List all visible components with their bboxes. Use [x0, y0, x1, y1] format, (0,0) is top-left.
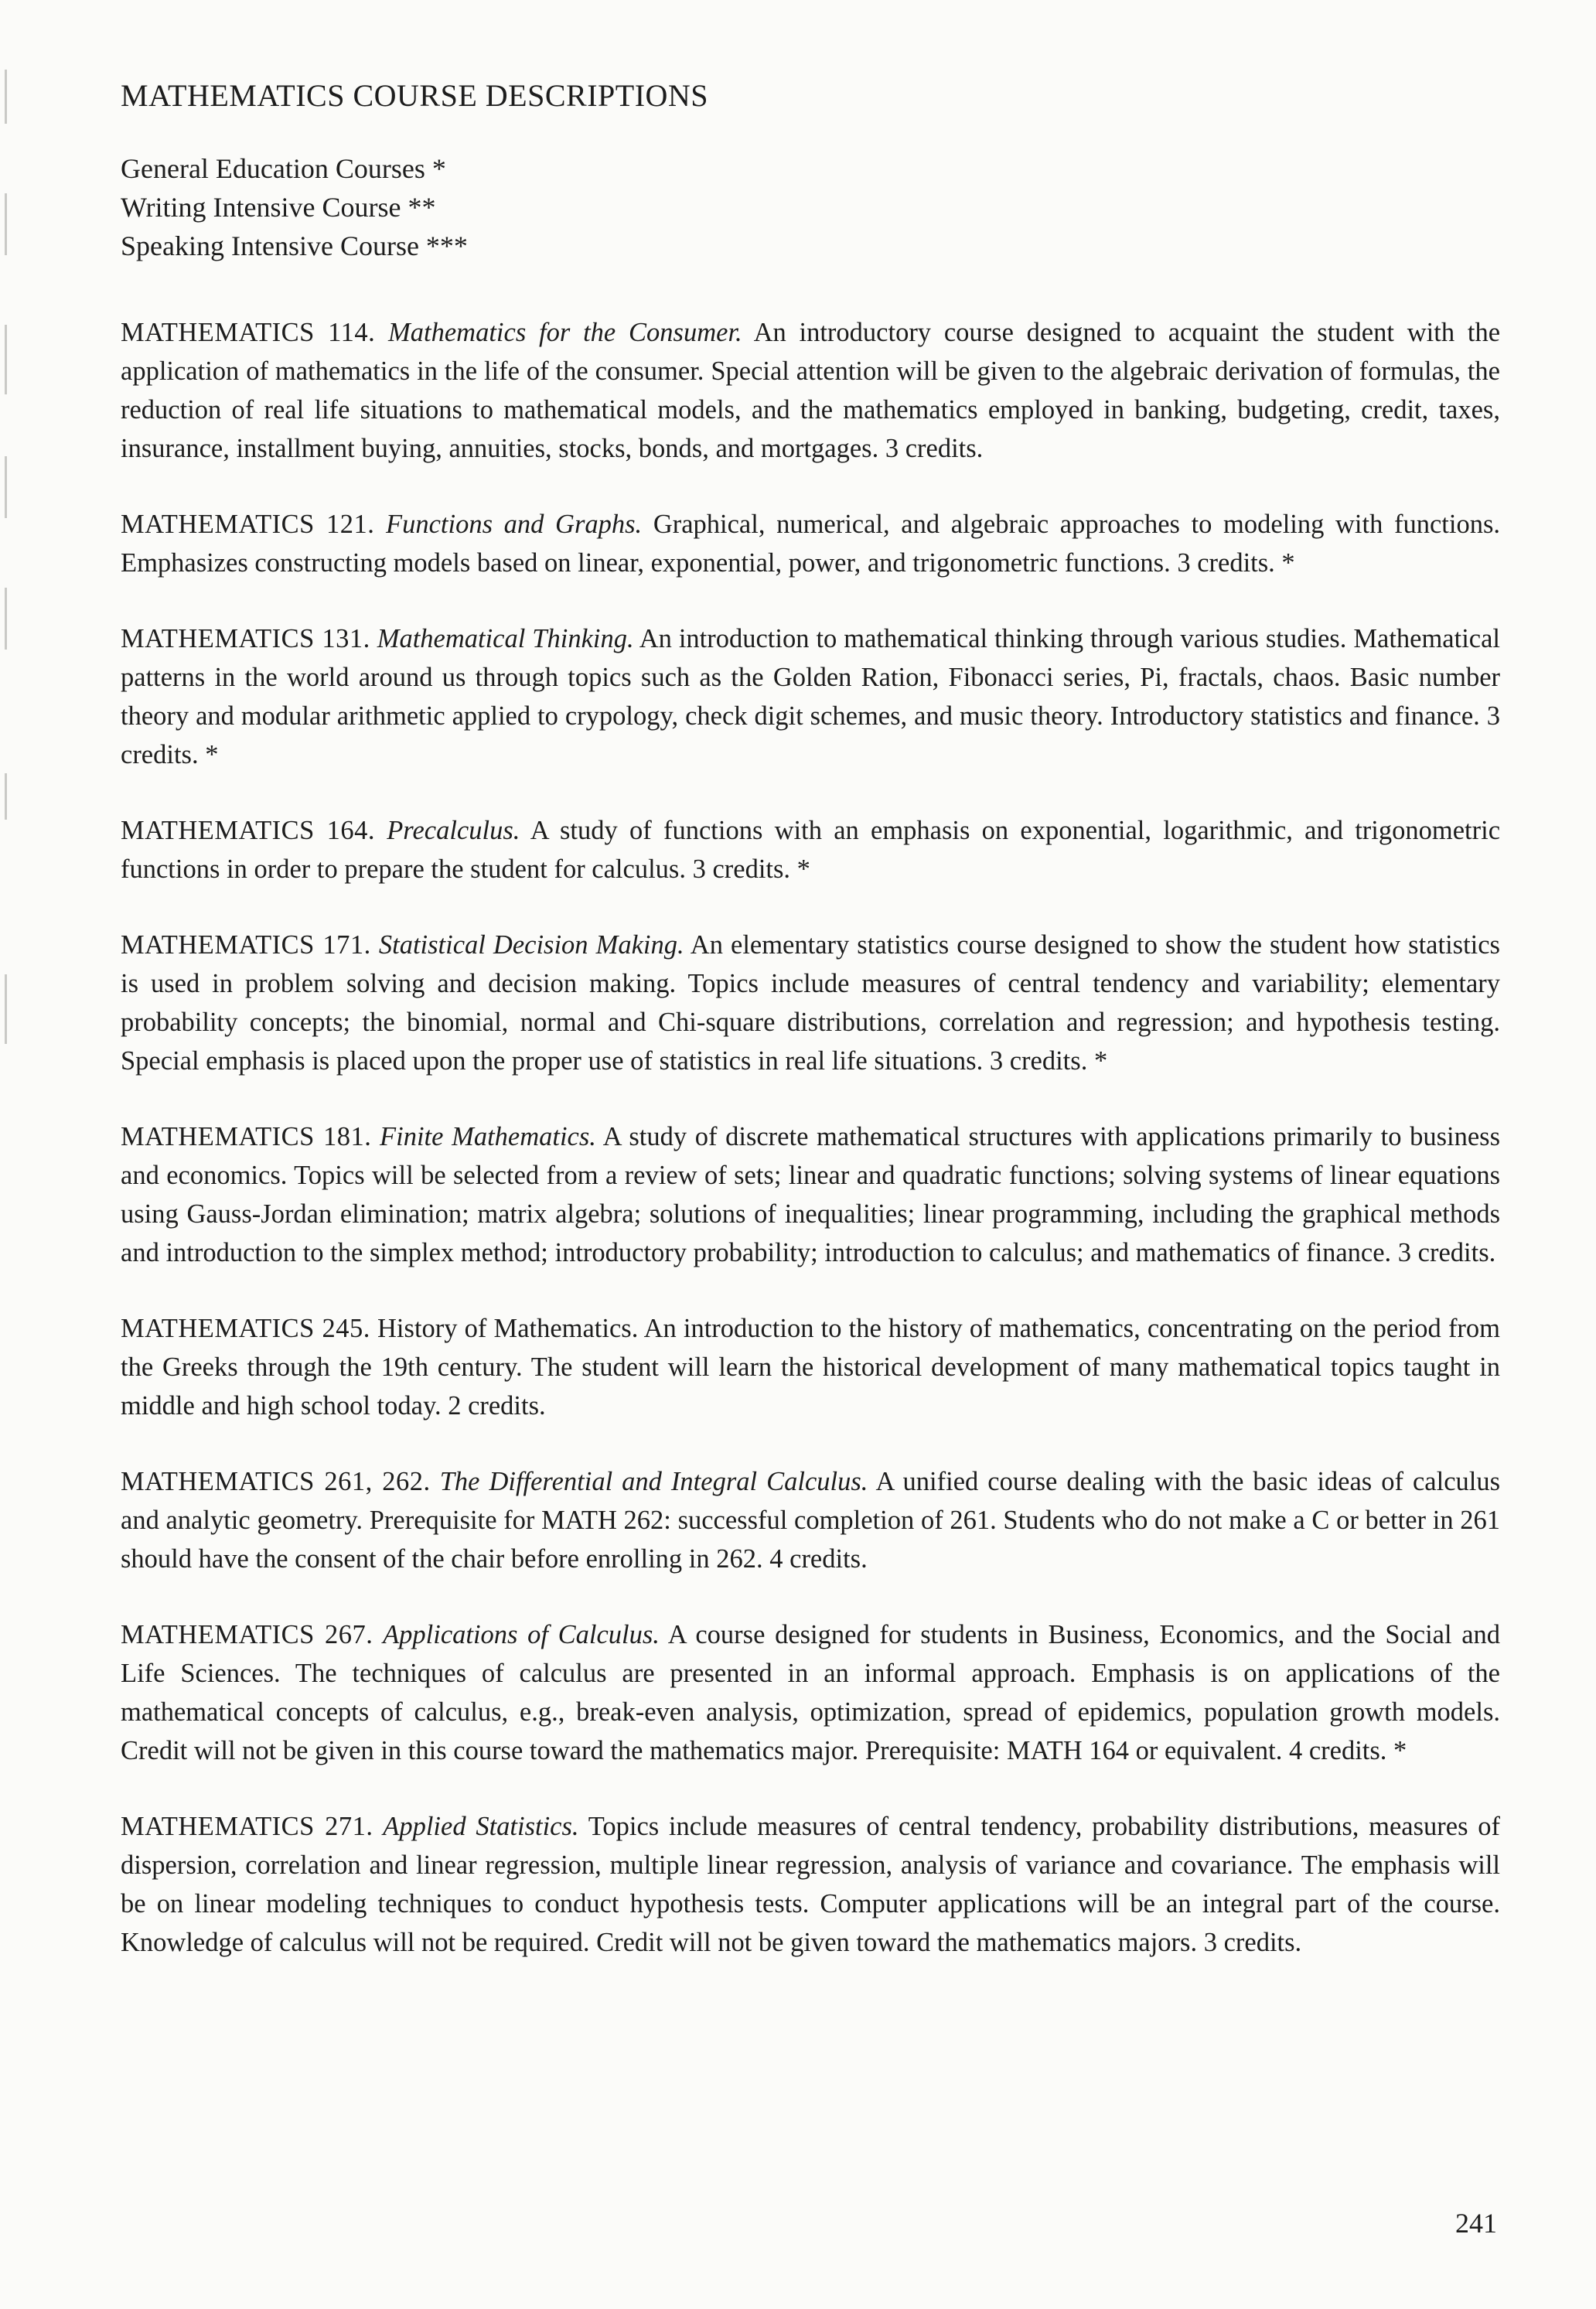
course-math-171: [121, 926, 1500, 1080]
course-description: An introduction to mathematical thinking through various studies. Mathematical patterns in the world around us through topics such as the Golden Ration, Fibonacci series, Pi, fractals, chaos. Basic number theory and modular arithmetic applied to crypology, check digit schemes, and music theory. Introductory statistics and finance. 3 credits. *: [121, 624, 1500, 769]
course-code: MATHEMATICS 164.: [121, 816, 375, 845]
course-title: Mathematics for the Consumer.: [388, 318, 742, 347]
course-math-121: [121, 505, 1500, 582]
course-math-271: [121, 1807, 1500, 1962]
course-math-245: [121, 1309, 1500, 1425]
page-number: 241: [1455, 2208, 1497, 2239]
course-math-261-262: [121, 1462, 1500, 1578]
course-description: A study of functions with an emphasis on exponential, logarithmic, and trigonometric functions in order to prepare the student for calculus. 3 credits. *: [121, 816, 1501, 884]
course-code: MATHEMATICS 114.: [121, 318, 376, 347]
course-title: Mathematical Thinking.: [377, 624, 634, 653]
binding-mark: [5, 588, 7, 650]
course-title: Finite Mathematics.: [380, 1122, 596, 1151]
course-description: History of Mathematics. An introduction to the history of mathematics, concentrating on the period from the Greeks through the 19th century. The student will learn the historical development of many mathematical topics taught in middle and high school today. 2 credits.: [121, 1314, 1501, 1421]
course-title: Precalculus.: [387, 816, 520, 845]
binding-mark: [5, 70, 7, 124]
course-title: The Differential and Integral Calculus.: [439, 1467, 868, 1496]
course-description: A unified course dealing with the basic ideas of calculus and analytic geometry. Prerequisite for MATH 262: successful completion of 261. Students who do not make a C or better in 261 should have the consent of the chair before enrolling in 262. 4 credits.: [121, 1467, 1501, 1574]
course-code: MATHEMATICS 261, 262.: [121, 1467, 431, 1496]
course-title: Applied Statistics.: [383, 1812, 579, 1841]
course-code: MATHEMATICS 131.: [121, 624, 370, 653]
binding-mark: [5, 773, 7, 820]
legend-writing-intensive: Writing Intensive Course **: [121, 192, 436, 223]
course-math-181: [121, 1117, 1500, 1272]
course-code: MATHEMATICS 171.: [121, 930, 371, 960]
legend-speaking-intensive: Speaking Intensive Course ***: [121, 230, 468, 261]
legend-general-education: General Education Courses *: [121, 153, 446, 184]
course-title: Functions and Graphs.: [386, 510, 643, 539]
binding-mark: [5, 456, 7, 518]
course-math-114: [121, 313, 1500, 468]
course-math-131: [121, 619, 1500, 774]
course-title: Applications of Calculus.: [383, 1620, 660, 1649]
course-description: An elementary statistics course designed to show the student how statistics is used in problem solving and decision making. Topics include measures of central tendency and variability; elementary probability concepts; the binomial, normal and Chi-square distributions, correlation and regression; and hypothesis testing. Special emphasis is placed upon the proper use of statistics in real life situations. 3 credits. *: [121, 930, 1500, 1076]
course-description: A course designed for students in Business, Economics, and the Social and Life Sciences. The techniques of calculus are presented in an informal approach. Emphasis is on applications of the mathematical concepts of calculus, e.g., break-even analysis, optimization, spread of epidemics, population growth models. Credit will not be given in this course toward the mathematics major. Prerequisite: MATH 164 or equivalent. 4 credits. *: [121, 1620, 1501, 1765]
course-code: MATHEMATICS 245.: [121, 1314, 370, 1343]
course-code: MATHEMATICS 121.: [121, 510, 375, 539]
course-description: Graphical, numerical, and algebraic approaches to modeling with functions. Emphasizes constructing models based on linear, exponential, power, and trigonometric functions. 3 credits. *: [121, 510, 1501, 578]
page-heading: MATHEMATICS COURSE DESCRIPTIONS: [121, 78, 709, 113]
course-math-164: [121, 811, 1500, 888]
document-page: [121, 77, 1500, 1999]
course-code: MATHEMATICS 181.: [121, 1122, 372, 1151]
binding-mark: [5, 325, 7, 394]
binding-mark: [5, 193, 7, 255]
course-code: MATHEMATICS 271.: [121, 1812, 373, 1841]
binding-mark: [5, 974, 7, 1044]
course-description: Topics include measures of central tendency, probability distributions, measures of dispersion, correlation and linear regression, multiple linear regression, analysis of variance and covariance. The emphasis will be on linear modeling techniques to conduct hypothesis tests. Computer applications will be an integral part of the course. Knowledge of calculus will not be required. Credit will not be given toward the mathematics majors. 3 credits.: [121, 1812, 1501, 1957]
course-math-267: [121, 1615, 1500, 1770]
course-code: MATHEMATICS 267.: [121, 1620, 373, 1649]
course-legend: [121, 149, 1500, 265]
course-title: Statistical Decision Making.: [378, 930, 684, 960]
course-description: A study of discrete mathematical structures with applications primarily to business and economics. Topics will be selected from a review of sets; linear and quadratic functions; solving systems of linear equations using Gauss-Jordan elimination; matrix algebra; solutions of inequalities; linear programming, including the graphical methods and introduction to the simplex method; introductory probability; introduction to calculus; and mathematics of finance. 3 credits.: [121, 1122, 1501, 1267]
course-description: An introductory course designed to acquaint the student with the application of mathematics in the life of the consumer. Special attention will be given to the algebraic derivation of formulas, the reduction of real life situations to mathematical models, and the mathematics employed in banking, budgeting, credit, taxes, insurance, installment buying, annuities, stocks, bonds, and mortgages. 3 credits.: [121, 318, 1501, 463]
